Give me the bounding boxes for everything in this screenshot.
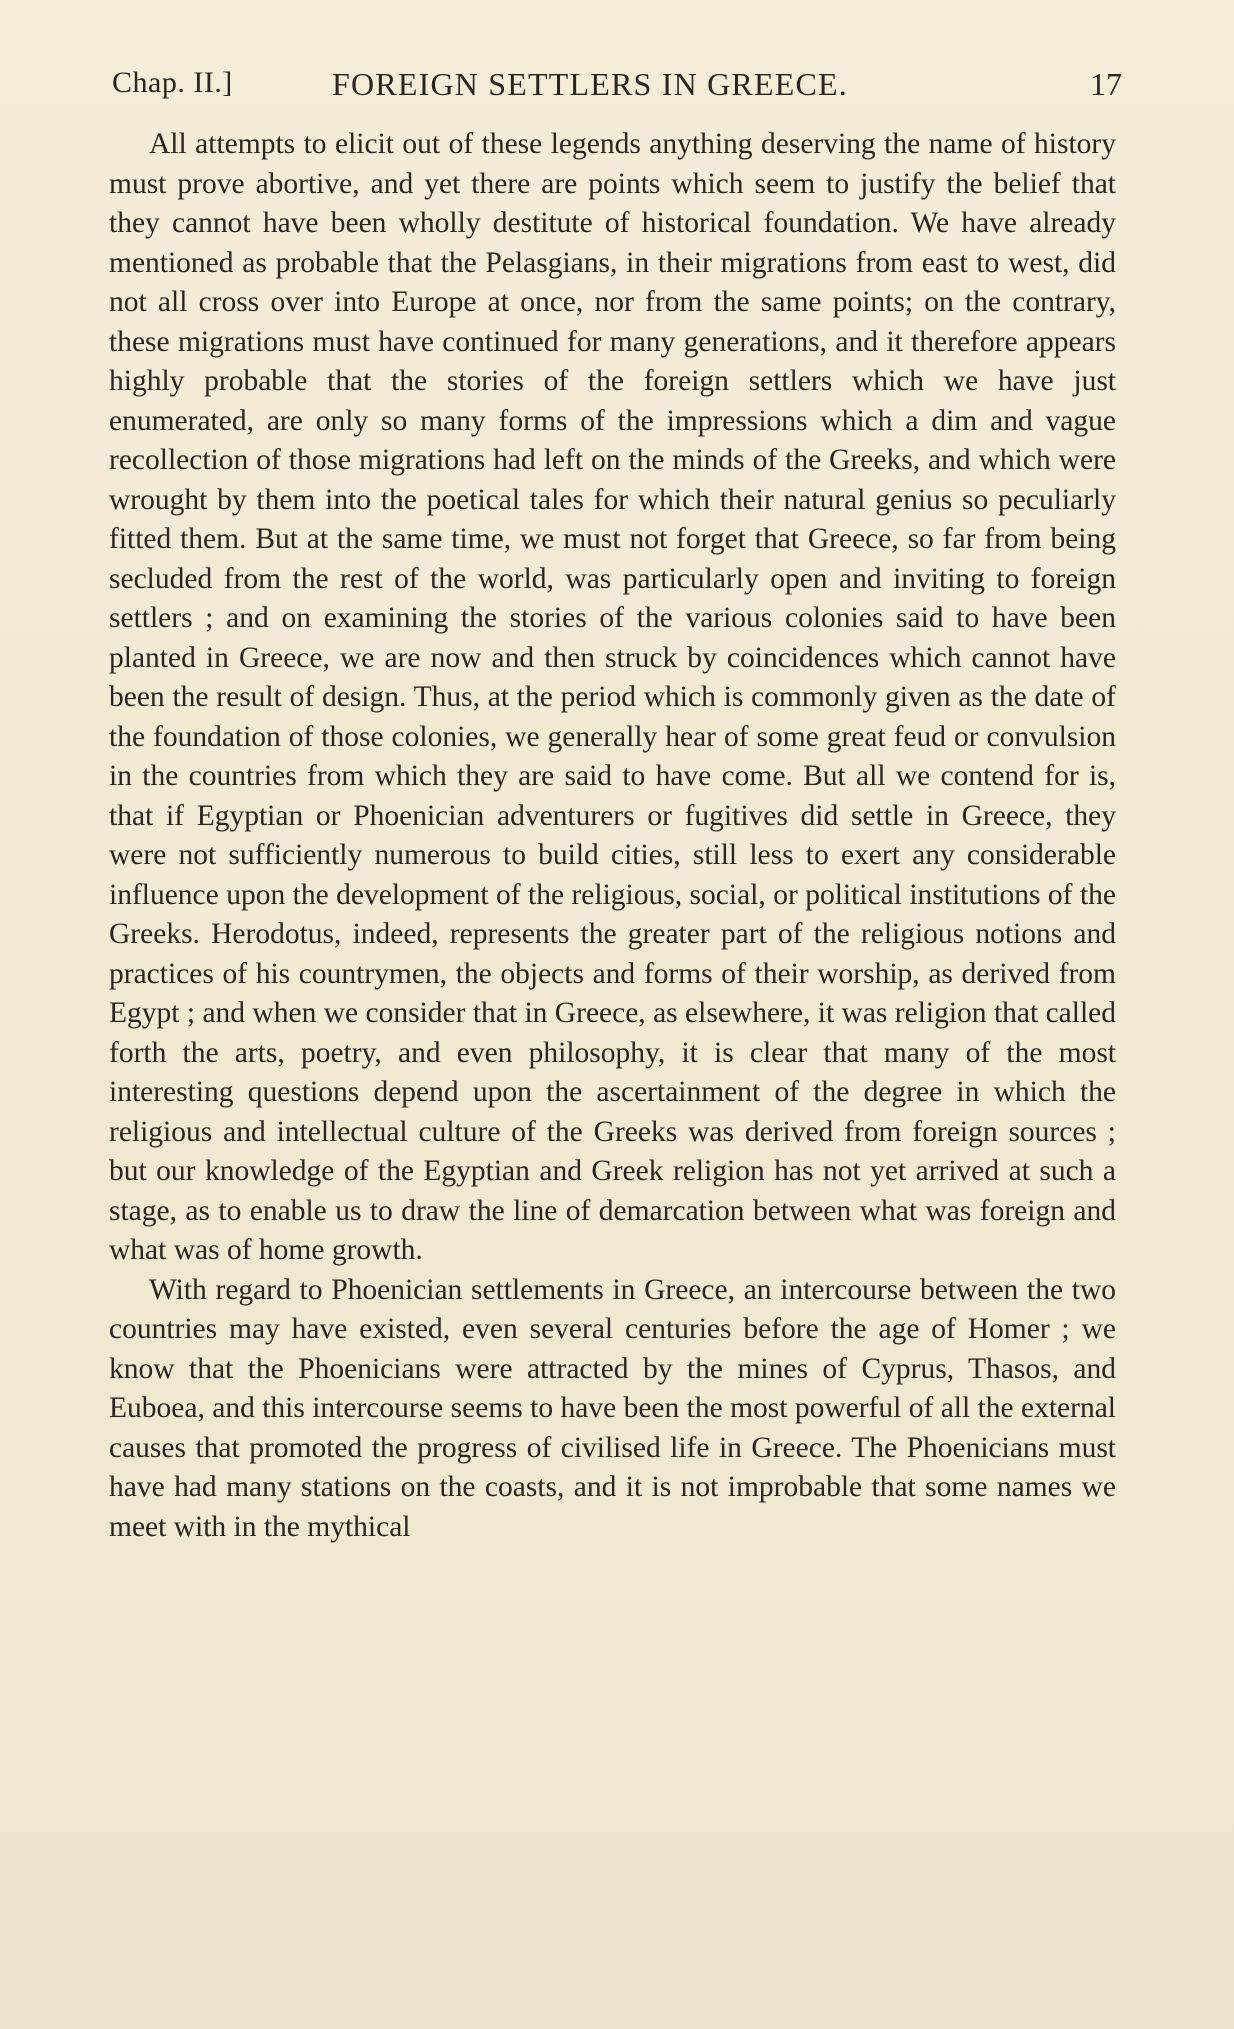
paragraph: With regard to Phoenician settlements in Greece, an intercourse between the two countries may have existed, even several centuries before the age of Homer ; we know that the Phoenicians were attracted by the mines of Cyprus, Thasos, and Euboea, and this intercourse seems to have been the most powerful of all the external causes that promoted the progress of civilised life in Greece. The Phoenicians must have had many stations on the coasts, and it is not improbable that some names we meet with in the mythical [109, 1273, 1116, 1543]
page-number: 17 [1090, 66, 1122, 102]
paragraph: All attempts to elicit out of these legends anything deserving the name of history must prove abortive, and yet there are points which seem to justify the belief that they cannot have been wholly destitute of historical foundation. We have already mentioned as probable that the Pelasgians, in their migrations from east to west, did not all cross over into Europe at once, nor from the same points; on the contrary, these migrations must have continued for many generations, and it therefore appears highly probable that the stories of the foreign settlers which we have just enumerated, are only so many forms of the impressions which a dim and vague recollection of those migrations had left on the minds of the Greeks, and which were wrought by them into the poetical tales for which their natural genius so peculiarly fitted them. But at the same time, we must not forget that Greece, so far from being secluded from the rest of the world, was particularly open and inviting to foreign settlers ; and on examining the stories of the various colonies said to have been planted in Greece, we are now and then struck by coincidences which cannot have been the result of design. Thus, at the period which is commonly given as the date of the foundation of those colonies, we generally hear of some great feud or convulsion in the countries from which they are said to have come. But all we contend for is, that if Egyptian or Phoenician adventurers or fugitives did settle in Greece, they were not sufficiently numerous to build cities, still less to exert any considerable influence upon the development of the religious, social, or political institutions of the Greeks. Herodotus, indeed, represents the greater part of the religious notions and practices of his countrymen, the objects and forms of their worship, as derived from Egypt ; and when we consider that in Greece, as elsewhere, it was religion that called forth the arts, poetry, and even philosophy, it is clear that many of the most interesting questions depend upon the ascertainment of the degree in which the religious and intellectual culture of the Greeks was derived from foreign sources ; but our knowledge of the Egyptian and Greek religion has not yet arrived at such a stage, as to enable us to draw the line of demarcation between what was foreign and what was of home growth. [109, 128, 1116, 1266]
chapter-label: Chap. II.] [112, 66, 233, 99]
running-header [112, 62, 1122, 112]
running-title: FOREIGN SETTLERS IN GREECE. [332, 66, 848, 102]
body-text [109, 125, 1116, 1547]
